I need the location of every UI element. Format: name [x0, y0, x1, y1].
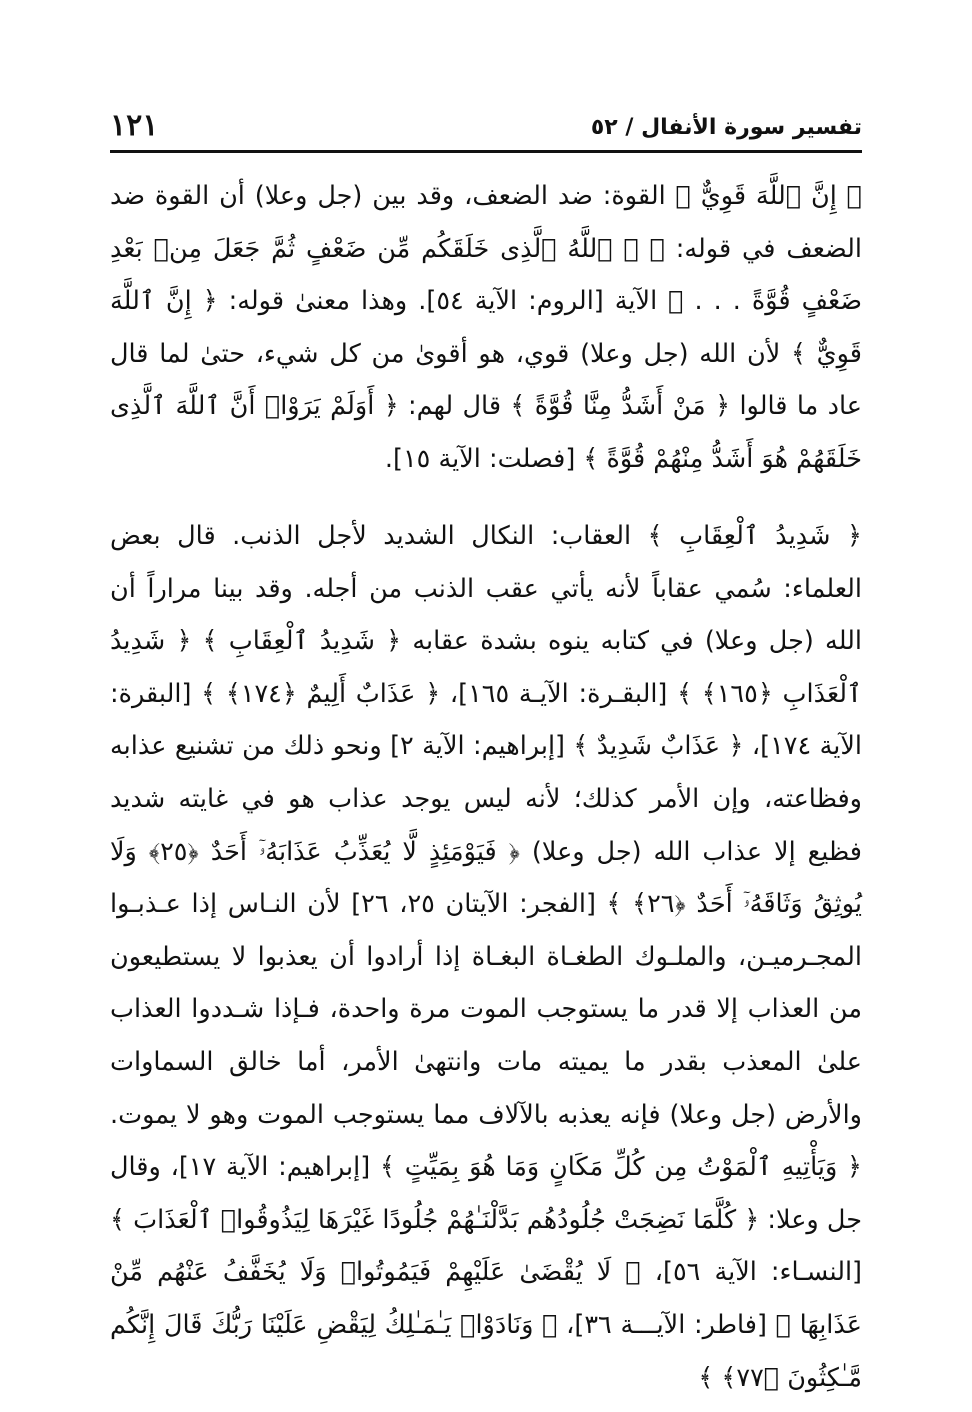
page-header [110, 108, 862, 148]
paragraph-text: ﴿ إِنَّ ٱللَّهَ قَوِيٌّ ﴾ القوة: ضد الضعف، وقد بين (جل وعلا) أن القوة ضد الضعف في قوله: ﴿ ۞ ٱللَّهُ ٱلَّذِى خَلَقَكُم مِّن ضَعْفٍ ثُمَّ جَعَلَ مِنۢ بَعْدِ ضَعْفٍ قُوَّةً . . . ﴾ الآية [الروم: الآية ٥٤]. وهذا معنىٰ قوله: ﴿ إِنَّ ٱللَّهَ قَوِيٌّ ﴾ لأن الله (جل وعلا) قوي، هو أقوىٰ من كل شيء، حتىٰ لما قال عاد ما قالوا ﴿ مَنْ أَشَدُّ مِنَّا قُوَّةً ﴾ قال لهم: ﴿ أَوَلَمْ يَرَوْا۟ أَنَّ ٱللَّهَ ٱلَّذِى خَلَقَهُمْ هُوَ أَشَدُّ مِنْهُمْ قُوَّةً ﴾ [فصلت: الآية ١٥]. [110, 181, 862, 474]
page-number: ١٢١ [110, 108, 159, 143]
header-divider [110, 150, 862, 153]
paragraph-text: ﴿ شَدِيدُ ٱلْعِقَابِ ﴾ العقاب: النكال الشديد لأجل الذنب. قال بعض العلماء: سُمي عقاباً لأنه يأتي عقب الذنب من أجله. وقد بينا مراراً أن الله (جل وعلا) في كتابه ينوه بشدة عقابه ﴿ شَدِيدُ ٱلْعِقَابِ ﴾ ﴿ شَدِيدُ ٱلْعَذَابِ ﴿١٦٥﴾ ﴾ [البقـرة: الآيـة ١٦٥]، ﴿ عَذَابٌ أَلِيمٌ ﴿١٧٤﴾ ﴾ [البقرة: الآية ١٧٤]، ﴿ عَذَابٌ شَدِيدٌ ﴾ [إبراهيم: الآية ٢] ونحو ذلك من تشنيع عذابه وفظاعته، وإن الأمر كذلك؛ لأنه ليس يوجد عذاب هو في غايته شديد فظيع إلا عذاب الله (جل وعلا) ﴿ فَيَوْمَئِذٍ لَّا يُعَذِّبُ عَذَابَهُۥٓ أَحَدٌ ﴿٢٥﴾ وَلَا يُوثِقُ وَثَاقَهُۥٓ أَحَدٌ ﴿٢٦﴾ ﴾ [الفجر: الآيتان ٢٥، ٢٦] لأن النـاس إذا عـذبـوا المجـرميـن، والملـوك الطغـاة البغـاة إذا أرادوا أن يعذبوا لا يستطيعون من العذاب إلا قدر ما يستوجب الموت مرة واحدة، فـإذا شـددوا العذاب علىٰ المعذب بقدر ما يميته مات وانتهىٰ الأمر، أما خالق السماوات والأرض (جل وعلا) فإنه يعذبه بالآلاف مما يستوجب الموت وهو لا يموت. ﴿ وَيَأْتِيهِ ٱلْمَوْتُ مِن كُلِّ مَكَانٍ وَمَا هُوَ بِمَيِّتٍ ﴾ [إبراهيم: الآية ١٧]، وقال جل وعلا: ﴿ كُلَّمَا نَضِجَتْ جُلُودُهُم بَدَّلْنَـٰهُمْ جُلُودًا غَيْرَهَا لِيَذُوقُوا۟ ٱلْعَذَابَ ﴾ [النسـاء: الآية ٥٦]، ﴿ لَا يُقْضَىٰ عَلَيْهِمْ فَيَمُوتُوا۟ وَلَا يُخَفَّفُ عَنْهُم مِّنْ عَذَابِهَا ﴾ [فاطر: الآيـــة ٣٦]، ﴿ وَنَادَوْا۟ يَـٰمَـٰلِكُ لِيَقْضِ عَلَيْنَا رَبُّكَ قَالَ إِنَّكُم مَّـٰكِثُونَ ﴿٧٧﴾ ﴾ [110, 521, 863, 1393]
paragraph-punishment [110, 510, 862, 1404]
running-title: تفسير سورة الأنفال / ٥٢ [590, 115, 862, 140]
paragraph-strength [110, 170, 862, 486]
